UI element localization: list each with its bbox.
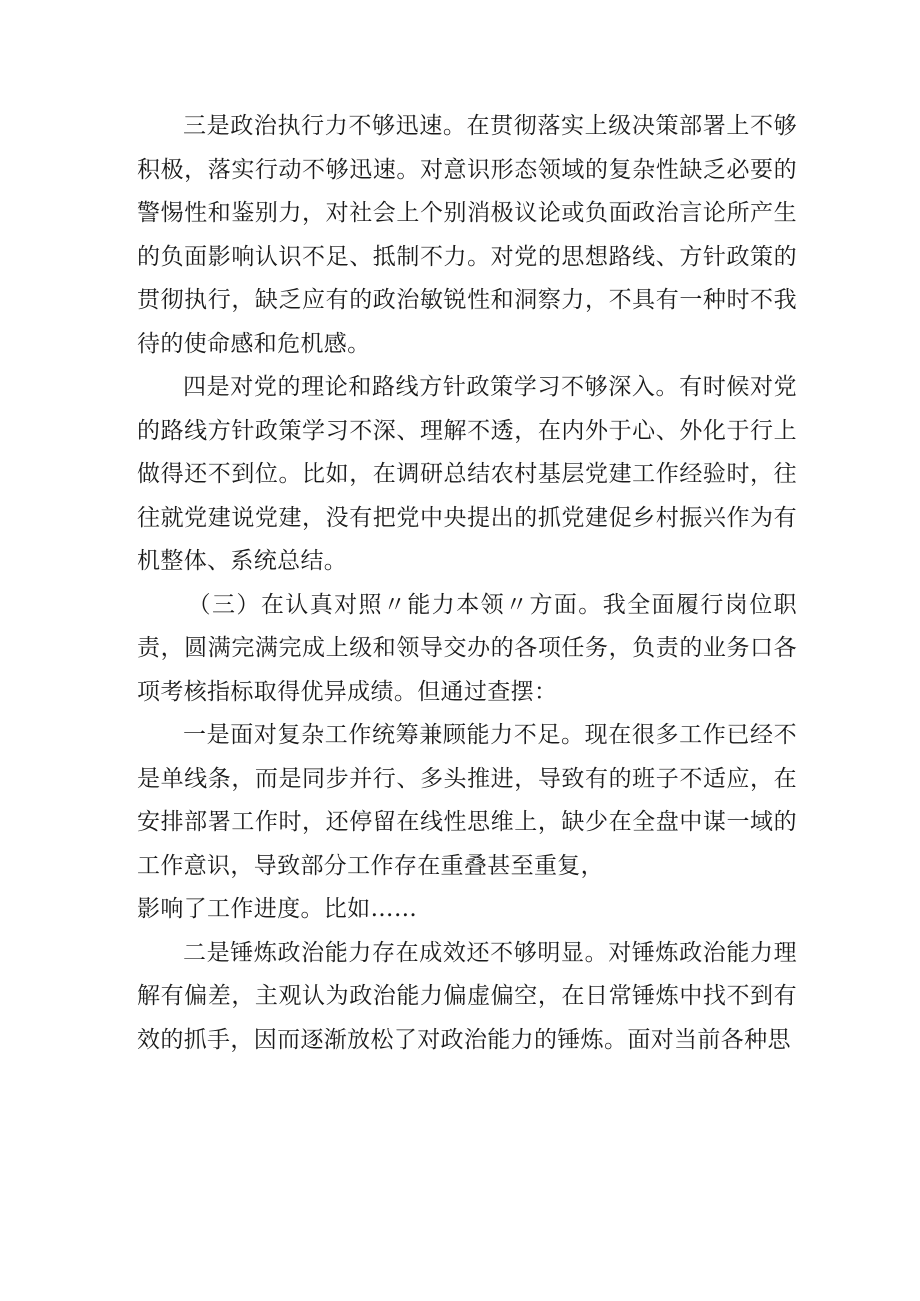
paragraph-coordination-ability: 一是面对复杂工作统筹兼顾能力不足。现在很多工作已经不是单线条，而是同步并行、多头推进，导致有的班子不适应，在安排部署工作时，还停留在线性思维上，缺少在全盘中谋一域的工作意识，导致部分工作存在重叠甚至重复， [137, 722, 797, 879]
paragraph-theory-study: 四是对党的理论和路线方针政策学习不够深入。有时候对党的路线方针政策学习不深、理解不透，在内外于心、外化于行上做得还不到位。比如，在调研总结农村基层党建工作经验时，往往就党建说党建，没有把党中央提出的抓党建促乡村振兴作为有机整体、系统总结。 [137, 374, 797, 574]
paragraph-political-execution: 三是政治执行力不够迅速。在贯彻落实上级决策部署上不够积极，落实行动不够迅速。对意识形态领域的复杂性缺乏必要的警惕性和鉴别力，对社会上个别消极议论或负面政治言论所产生的负面影响认识不足、抵制不力。对党的思想路线、方针政策的贯彻执行，缺乏应有的政治敏锐性和洞察力，不具有一种时不我待的使命感和危机感。 [137, 113, 797, 357]
paragraph-political-ability: 二是锤炼政治能力存在成效还不够明显。对锤炼政治能力理解有偏差，主观认为政治能力偏虚偏空，在日常锤炼中找不到有效的抓手，因而逐渐放松了对政治能力的锤炼。面对当前各种思 [137, 939, 797, 1053]
document-body [137, 105, 797, 1062]
section-heading-ability: （三）在认真对照〃能力本领〃方面。我全面履行岗位职责，圆满完满完成上级和领导交办的各项任务，负责的业务口各项考核指标取得优异成绩。但通过查摆： [137, 591, 797, 705]
paragraph-continuation: 影响了工作进度。比如…… [137, 896, 418, 922]
